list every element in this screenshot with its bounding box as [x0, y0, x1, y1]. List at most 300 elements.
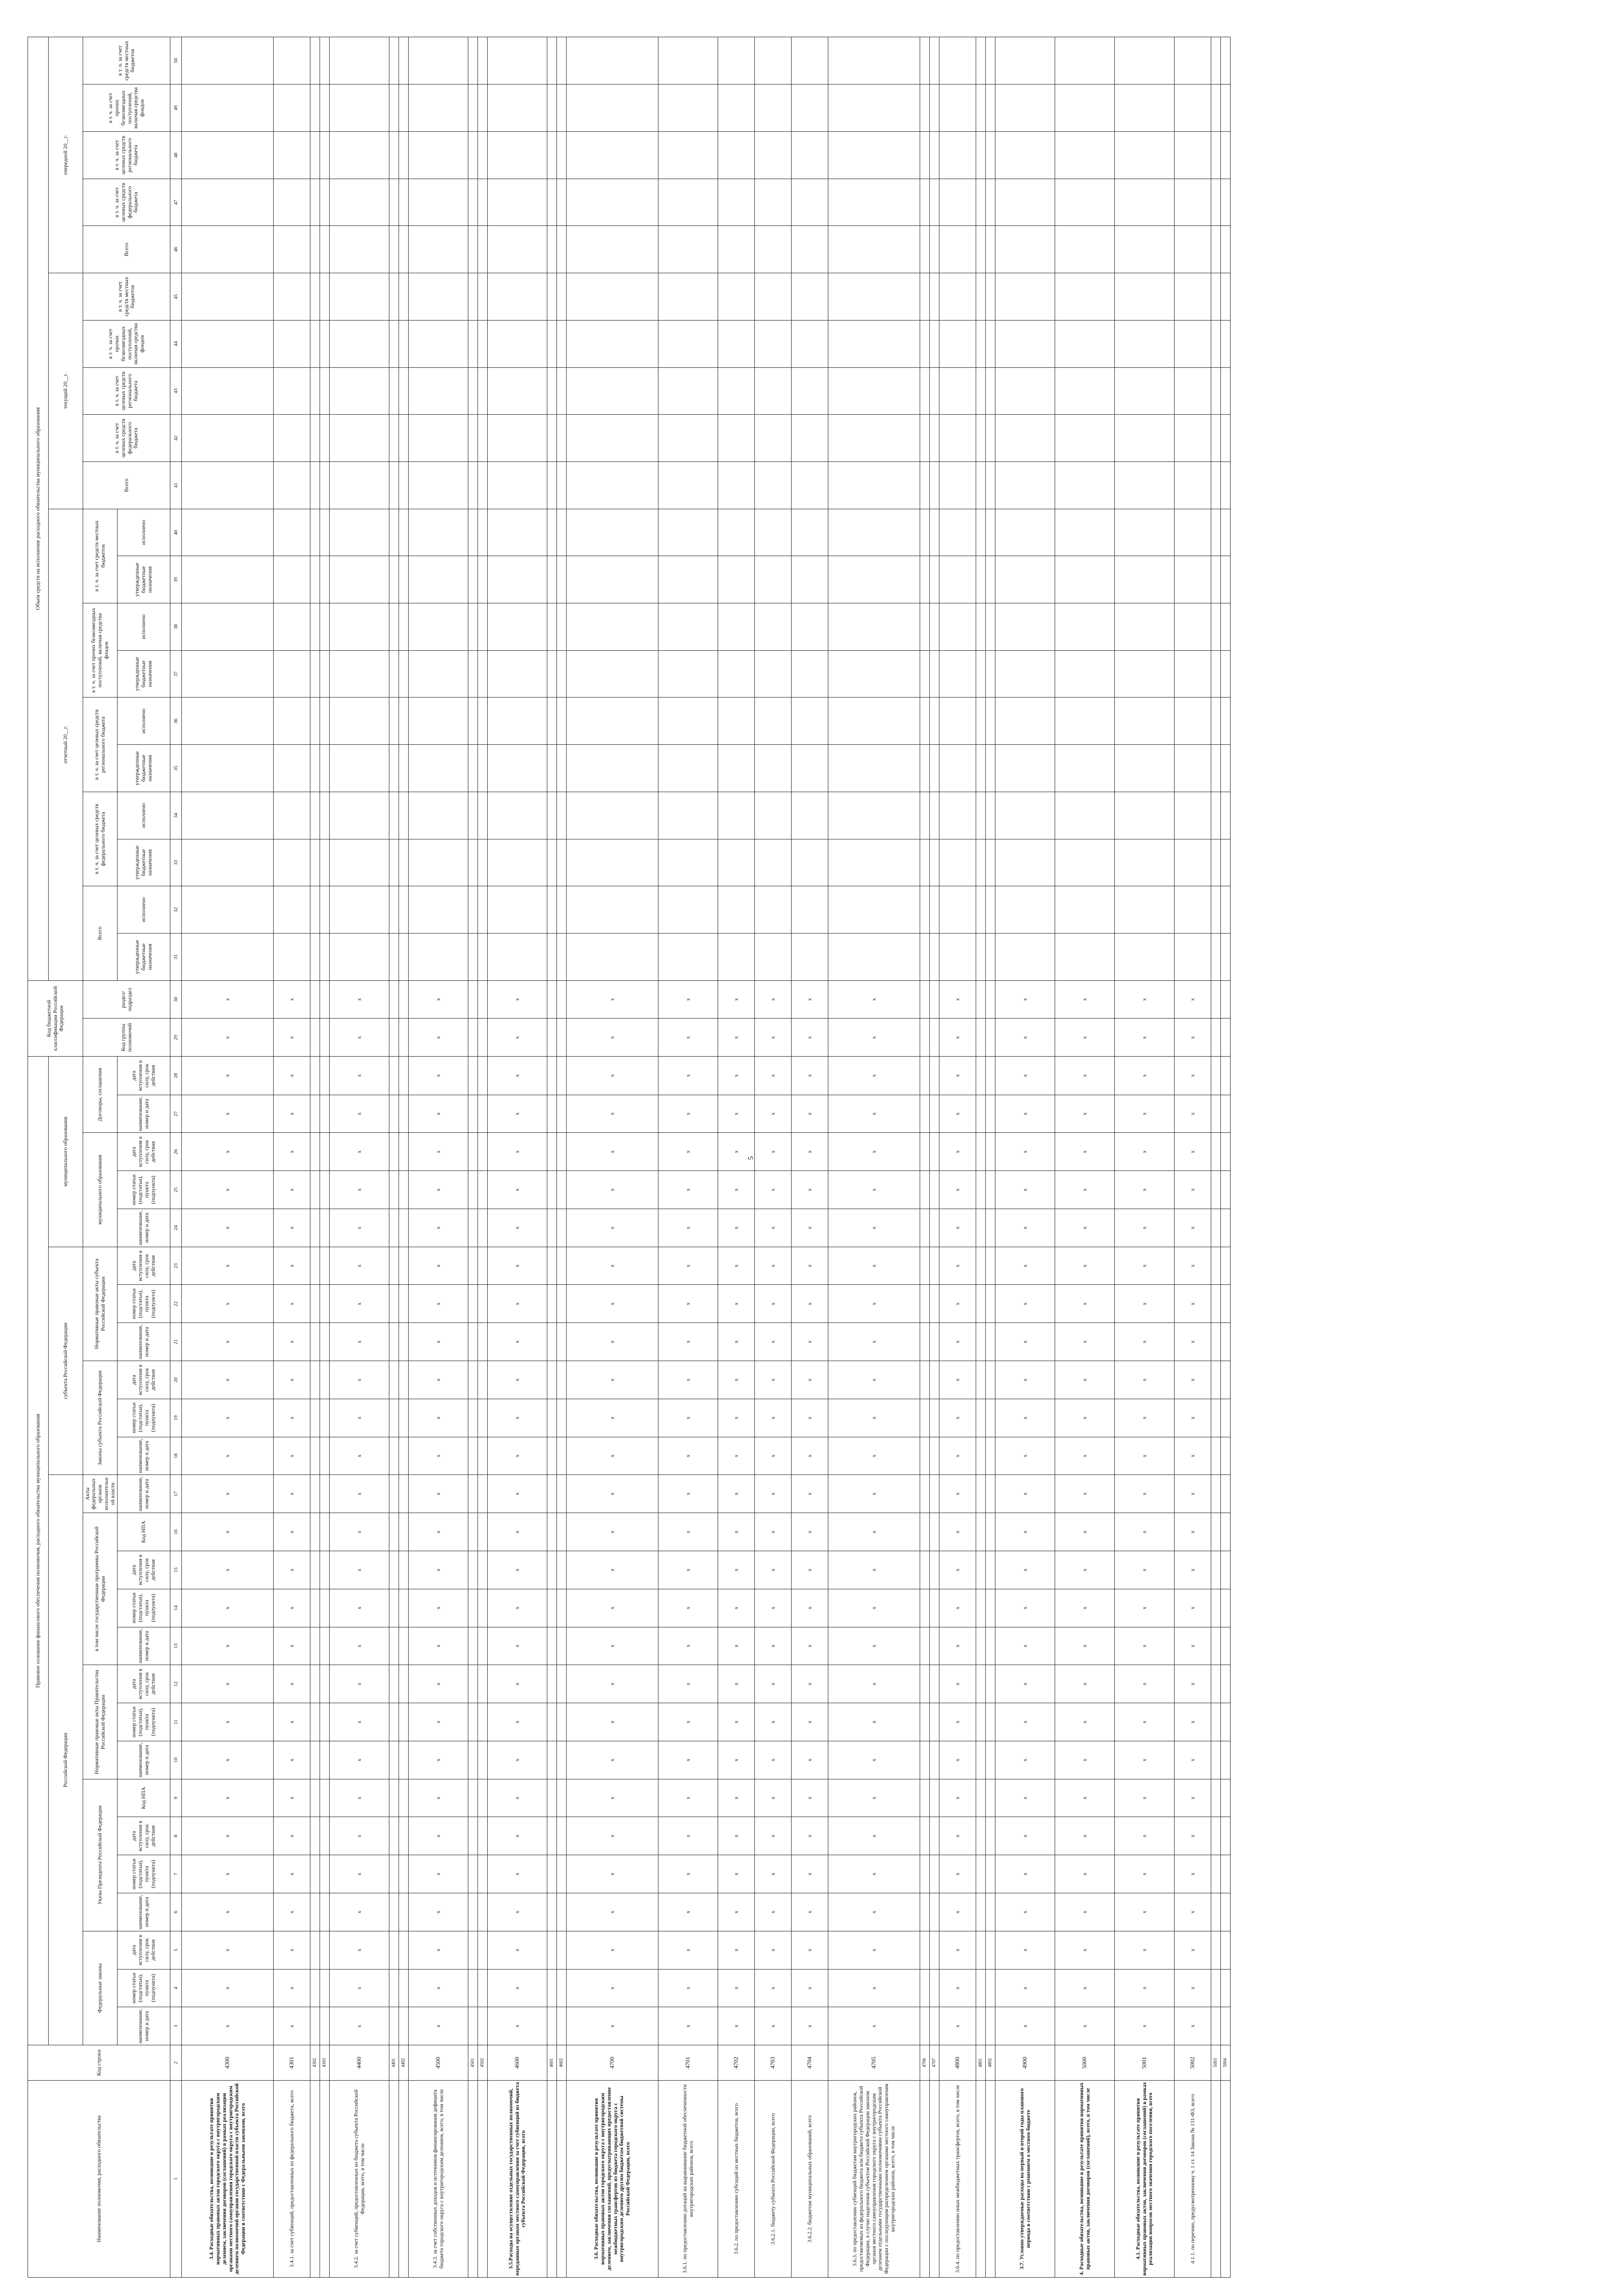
cell [1221, 1285, 1231, 1323]
cell [792, 792, 828, 839]
cell [718, 839, 755, 886]
cell [930, 1057, 939, 1095]
cell [547, 886, 557, 934]
cell [320, 367, 330, 415]
cell [399, 1893, 409, 1931]
cell: x [409, 1323, 468, 1361]
cell [389, 1931, 399, 1969]
cell: x [409, 1893, 468, 1931]
cell [995, 556, 1055, 603]
cell [557, 1855, 567, 1893]
cell [792, 650, 828, 698]
cell [1115, 367, 1175, 415]
cell: x [1175, 1019, 1211, 1057]
cell: x [488, 1627, 547, 1665]
cell [399, 509, 409, 556]
cell [310, 509, 320, 556]
cell: x [1115, 1247, 1175, 1285]
cell [468, 320, 478, 367]
cell [1115, 698, 1175, 745]
cell: x [1055, 1095, 1115, 1133]
cell [995, 132, 1055, 179]
cell [1055, 556, 1115, 603]
cell [920, 1095, 930, 1133]
cell [986, 839, 995, 886]
cell [1211, 1817, 1221, 1855]
cell [1221, 1209, 1231, 1247]
cell [976, 1361, 986, 1399]
cell [389, 461, 399, 509]
cell [718, 132, 755, 179]
cell [557, 1665, 567, 1703]
cell [468, 37, 478, 84]
cell [828, 792, 920, 839]
cell: x [658, 1285, 718, 1323]
cell: x [828, 1969, 920, 2007]
cell [1175, 745, 1211, 792]
cell [986, 1931, 995, 1969]
cell: x [1055, 1589, 1115, 1627]
cell [310, 698, 320, 745]
cell: x [1175, 1361, 1211, 1399]
cell [755, 461, 792, 509]
row-name [478, 2080, 488, 2277]
cell: x [1055, 1969, 1115, 2007]
cell: x [488, 1475, 547, 1513]
cell [478, 1285, 488, 1323]
cell [478, 933, 488, 980]
cell [478, 1855, 488, 1893]
cell [939, 886, 976, 934]
budget-code-header: Код бюджетной классификации Российской Федерации [28, 980, 83, 1057]
cell: x [1175, 1057, 1211, 1095]
cell [320, 1247, 330, 1285]
cell [478, 132, 488, 179]
cell [755, 839, 792, 886]
cell [478, 745, 488, 792]
cell [1175, 886, 1211, 934]
cell [986, 1893, 995, 1931]
cell [920, 745, 930, 792]
cell [310, 1475, 320, 1513]
cell: x [409, 1969, 468, 2007]
cell [920, 226, 930, 273]
cell [755, 84, 792, 132]
cell [547, 179, 557, 226]
cell: x [658, 1589, 718, 1627]
cell: x [718, 1133, 755, 1171]
cell [976, 509, 986, 556]
cell [547, 1703, 557, 1741]
cell [567, 839, 658, 886]
table-row [547, 37, 557, 2278]
column-number: 14 [170, 1589, 182, 1627]
cell [389, 1627, 399, 1665]
cell: x [182, 1057, 274, 1095]
column-number: 38 [170, 603, 182, 651]
cell [920, 1893, 930, 1931]
cell [320, 698, 330, 745]
cell [995, 415, 1055, 462]
cell [557, 1931, 567, 1969]
next-reg-header: в т. ч. за счет целевых средств регионального бюджета [83, 132, 170, 179]
cell [718, 415, 755, 462]
cell [920, 933, 930, 980]
cell [182, 839, 274, 886]
cell [310, 650, 320, 698]
cell [976, 320, 986, 367]
cell [755, 415, 792, 462]
cell [920, 509, 930, 556]
cell [976, 1399, 986, 1437]
cell [409, 698, 468, 745]
cell [274, 698, 310, 745]
cell: x [1175, 2007, 1211, 2045]
cell: x [567, 1171, 658, 1209]
cell [557, 84, 567, 132]
cell [658, 556, 718, 603]
cell [930, 84, 939, 132]
cell [792, 415, 828, 462]
cell [1221, 320, 1231, 367]
cell [1175, 461, 1211, 509]
cell [389, 1399, 399, 1437]
cell: x [658, 1893, 718, 1931]
row-code: 4600 [488, 2045, 547, 2081]
row-name [468, 2080, 478, 2277]
cell [478, 1931, 488, 1969]
cell: x [274, 980, 310, 1019]
cell [320, 1057, 330, 1095]
cell [389, 179, 399, 226]
cell: x [182, 1019, 274, 1057]
cell [930, 556, 939, 603]
cell: x [330, 1475, 389, 1513]
cell [986, 556, 995, 603]
cell: x [828, 1095, 920, 1133]
cell [389, 415, 399, 462]
cell: x [567, 1247, 658, 1285]
cell: x [1055, 1931, 1115, 1969]
cell [1221, 886, 1231, 934]
cell: x [1055, 1665, 1115, 1703]
cell: x [488, 1703, 547, 1741]
cell [547, 1817, 557, 1855]
cell [399, 1095, 409, 1133]
cell [310, 745, 320, 792]
row-code: 4302 [310, 2045, 320, 2081]
cell: x [828, 1171, 920, 1209]
cell [409, 367, 468, 415]
cell: x [182, 1893, 274, 1931]
cell: x [330, 1741, 389, 1779]
cell [930, 1209, 939, 1247]
cell [310, 2007, 320, 2045]
cell [468, 509, 478, 556]
govt-acts-header: Нормативные правовые акты Правительства Российской Федерации [83, 1665, 118, 1779]
cell [930, 1095, 939, 1133]
cell [557, 698, 567, 745]
table-row [1175, 37, 1211, 2278]
cell: x [1175, 1779, 1211, 1817]
cell: x [828, 1019, 920, 1057]
cell: x [939, 1057, 976, 1095]
cell [310, 1551, 320, 1589]
row-code: 4707 [930, 2045, 939, 2081]
cell [389, 1589, 399, 1627]
cell: x [939, 1133, 976, 1171]
cell [976, 461, 986, 509]
cell: x [755, 1627, 792, 1665]
cell [488, 132, 547, 179]
row-name [389, 2080, 399, 2277]
table-row [920, 37, 930, 2278]
cell [920, 1323, 930, 1361]
cell [1115, 179, 1175, 226]
cell [547, 1361, 557, 1399]
cell: x [828, 1437, 920, 1475]
cell [478, 509, 488, 556]
cell [1211, 886, 1221, 934]
cell [547, 1171, 557, 1209]
cell [986, 1513, 995, 1551]
cell [986, 1475, 995, 1513]
cell: x [718, 1399, 755, 1437]
column-number: 41 [170, 461, 182, 509]
cell [409, 650, 468, 698]
cell: x [182, 1133, 274, 1171]
cell [986, 1437, 995, 1475]
cell [547, 415, 557, 462]
cell: x [182, 1095, 274, 1133]
cell [1211, 1209, 1221, 1247]
cell [557, 933, 567, 980]
cell [320, 1855, 330, 1893]
cell [468, 1247, 478, 1285]
cell [547, 603, 557, 651]
cell [320, 1703, 330, 1741]
cell [468, 1209, 478, 1247]
leaf-header-21: наименование, номер и дата [118, 1323, 170, 1361]
cell: x [658, 1665, 718, 1703]
cell [1211, 37, 1221, 84]
row-name: 3.6.1. по предоставлению дотаций на выравнивание бюджетной обеспеченности внутригородских районов, всего [658, 2080, 718, 2277]
cell [547, 1741, 557, 1779]
cell [828, 367, 920, 415]
cell [976, 792, 986, 839]
cell [389, 745, 399, 792]
cell [930, 933, 939, 980]
column-number: 1 [170, 2080, 182, 2277]
cell [1175, 226, 1211, 273]
cell: x [274, 1969, 310, 2007]
cell [1115, 933, 1175, 980]
cell: x [567, 1399, 658, 1437]
cell [310, 415, 320, 462]
cell [310, 1437, 320, 1475]
cell [557, 1817, 567, 1855]
cell: x [792, 1855, 828, 1893]
cell [557, 179, 567, 226]
cell [976, 1513, 986, 1551]
cell: x [567, 1513, 658, 1551]
table-row [995, 37, 1055, 2278]
cell [389, 1855, 399, 1893]
column-number: 46 [170, 226, 182, 273]
cell [718, 886, 755, 934]
cell [310, 1361, 320, 1399]
cell [1175, 509, 1211, 556]
cell [1055, 933, 1115, 980]
column-number: 20 [170, 1361, 182, 1399]
cell [718, 650, 755, 698]
cell: x [792, 1513, 828, 1551]
cell: x [828, 1627, 920, 1665]
cell [1211, 1437, 1221, 1475]
cell [557, 1095, 567, 1133]
cell [399, 1399, 409, 1437]
cell [567, 556, 658, 603]
reporting-other-header: в т. ч. за счет прочих безвозмездных поступлений, включая средства фондов [83, 603, 118, 698]
cell: x [488, 1361, 547, 1399]
cell [658, 839, 718, 886]
cell [399, 745, 409, 792]
cell [718, 320, 755, 367]
cell [930, 367, 939, 415]
cell [1211, 1095, 1221, 1133]
table-row [557, 37, 567, 2278]
cell [488, 698, 547, 745]
cell: x [274, 1437, 310, 1475]
cell [557, 320, 567, 367]
cell: x [567, 1285, 658, 1323]
cell [320, 650, 330, 698]
cell [920, 1171, 930, 1209]
cell [995, 745, 1055, 792]
cell [1221, 980, 1231, 1019]
cell [320, 1627, 330, 1665]
cell [995, 226, 1055, 273]
cell: x [1055, 1437, 1115, 1475]
cell [755, 509, 792, 556]
cell [930, 1931, 939, 1969]
section-header: раздел/ подраздел [83, 980, 170, 1019]
cell [310, 1095, 320, 1133]
cell [274, 132, 310, 179]
cell [389, 1095, 399, 1133]
cell [755, 320, 792, 367]
cell [310, 1589, 320, 1627]
cell [389, 1703, 399, 1741]
table-body [170, 37, 1231, 2278]
cell [976, 1665, 986, 1703]
cell [468, 2007, 478, 2045]
row-name [1221, 2080, 1231, 2277]
cell [330, 509, 389, 556]
table-row [1055, 37, 1115, 2278]
cell [478, 1589, 488, 1627]
cell [310, 603, 320, 651]
cell [547, 933, 557, 980]
column-number: 29 [170, 1019, 182, 1057]
cell [310, 556, 320, 603]
cell: x [995, 980, 1055, 1019]
cell: x [939, 1855, 976, 1893]
cell [567, 37, 658, 84]
row-code: 4500 [409, 2045, 468, 2081]
cell: x [995, 1133, 1055, 1171]
cell [478, 320, 488, 367]
cell: x [792, 1285, 828, 1323]
cell [468, 1171, 478, 1209]
cell [330, 933, 389, 980]
row-code: 4402 [399, 2045, 409, 2081]
cell: x [718, 1589, 755, 1627]
table-row [182, 37, 274, 2278]
president-decrees-header: Указы Президента Российской Федерации [83, 1779, 118, 1931]
cell [1221, 650, 1231, 698]
cell [399, 367, 409, 415]
cell [930, 1817, 939, 1855]
cell [1211, 1551, 1221, 1589]
cell [1221, 1057, 1231, 1095]
cell [1211, 1627, 1221, 1665]
cell: x [755, 1893, 792, 1931]
cell [468, 1285, 478, 1323]
cell: x [792, 1399, 828, 1437]
cell [718, 792, 755, 839]
column-number: 7 [170, 1855, 182, 1893]
cell [1211, 1475, 1221, 1513]
cell: x [1175, 980, 1211, 1019]
column-number: 23 [170, 1247, 182, 1285]
cell [547, 1855, 557, 1893]
column-number: 17 [170, 1475, 182, 1513]
column-number: 39 [170, 556, 182, 603]
cell: x [1115, 1931, 1175, 1969]
cell: x [755, 1703, 792, 1741]
cell: x [1115, 1665, 1175, 1703]
cell [399, 650, 409, 698]
cell [792, 745, 828, 792]
cell: x [567, 1019, 658, 1057]
cell [557, 1893, 567, 1931]
cell [310, 1741, 320, 1779]
cell [920, 1361, 930, 1399]
cell [409, 226, 468, 273]
cell: x [567, 1095, 658, 1133]
cell [310, 886, 320, 934]
cell: x [274, 1171, 310, 1209]
leaf-header-23: дата вступления в силу, срок действия [118, 1247, 170, 1285]
leaf-header-16: Код НПА [118, 1513, 170, 1551]
cell [567, 933, 658, 980]
cell [468, 1551, 478, 1589]
cell [310, 179, 320, 226]
cell: x [1175, 1627, 1211, 1665]
cell [310, 1513, 320, 1551]
cell: x [488, 1969, 547, 2007]
cell [1055, 132, 1115, 179]
row-name: 4.1.1. по перечню, предусмотренному ч. 1 ст. 14 Закона № 131-ФЗ, всего [1175, 2080, 1211, 2277]
cell [409, 461, 468, 509]
cell: x [567, 1931, 658, 1969]
row-name [1211, 2080, 1221, 2277]
cell [399, 603, 409, 651]
cell: x [1175, 1285, 1211, 1323]
cell: x [995, 1209, 1055, 1247]
cell: x [1055, 1133, 1115, 1171]
